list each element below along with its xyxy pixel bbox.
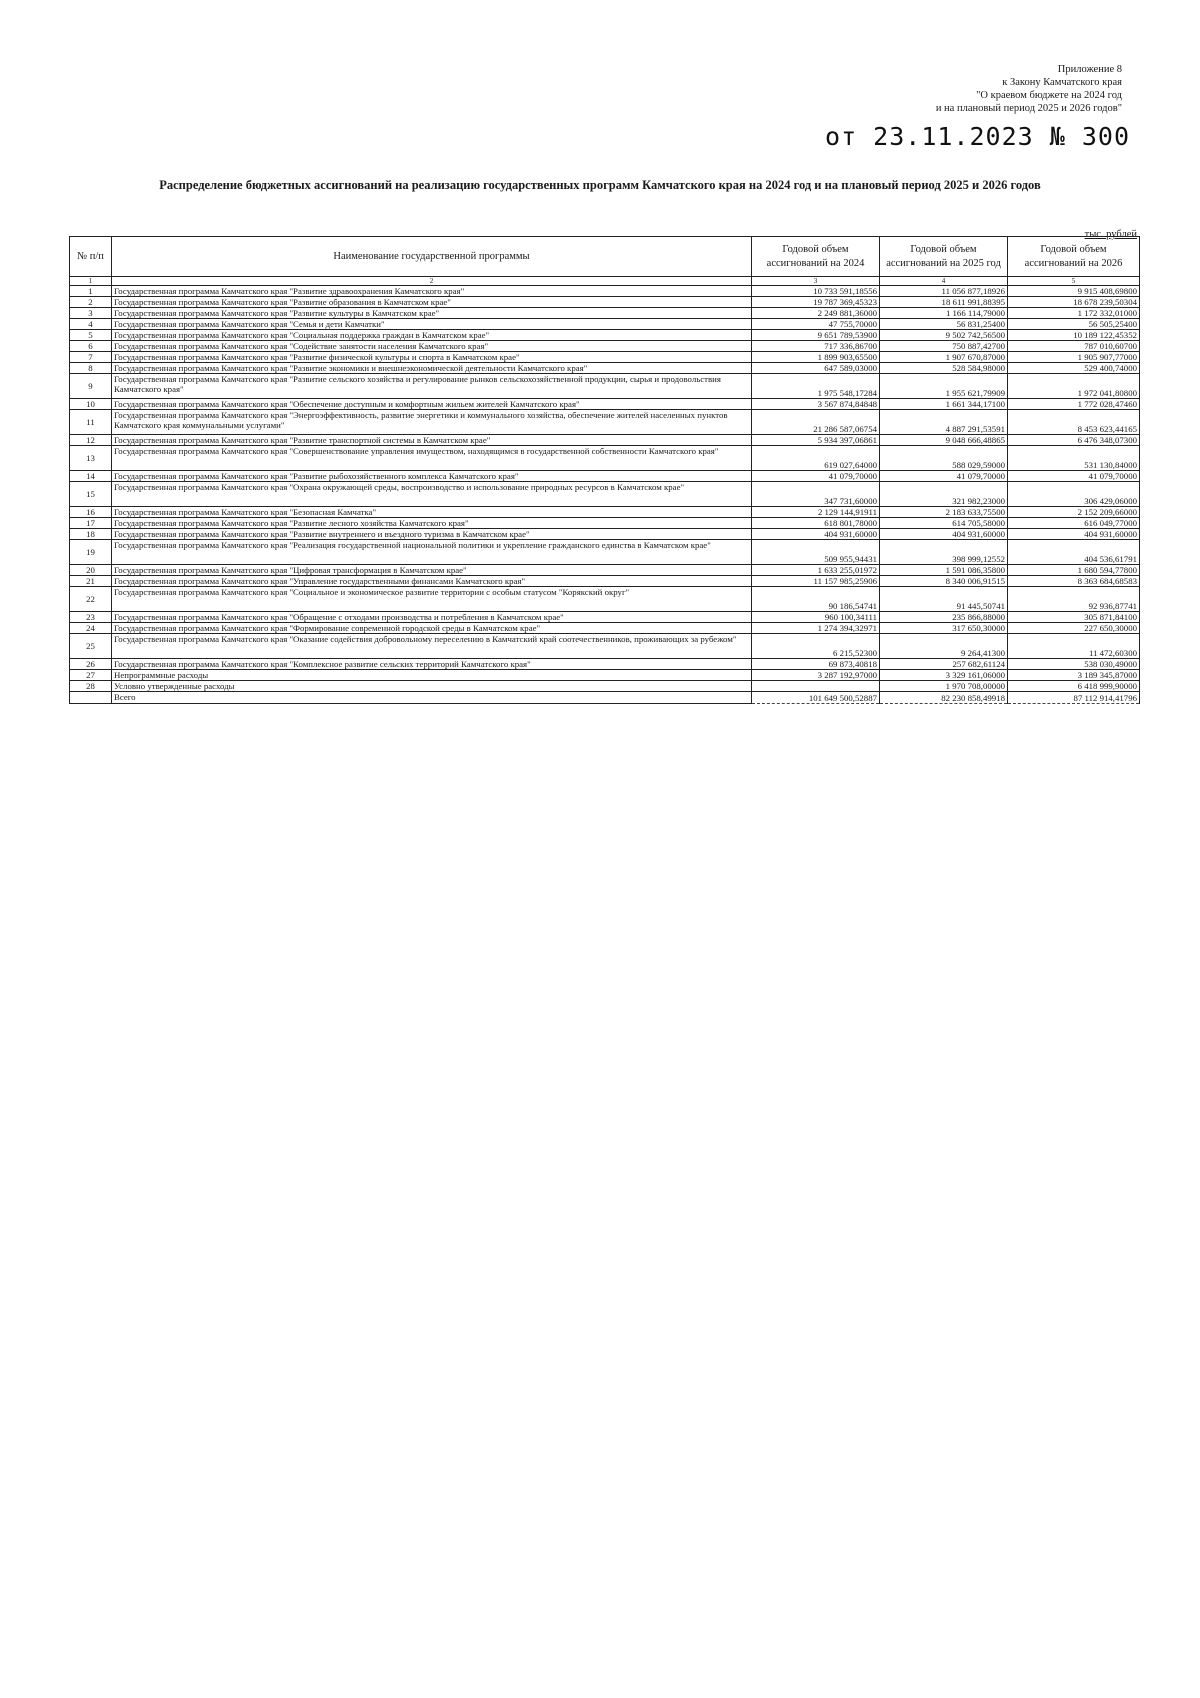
value-2025: 235 866,88000 bbox=[880, 612, 1008, 623]
value-2024: 618 801,78000 bbox=[752, 518, 880, 529]
value-2025: 9 502 742,56500 bbox=[880, 330, 1008, 341]
header-num: № п/п bbox=[70, 237, 112, 277]
value-2026: 787 010,60700 bbox=[1008, 341, 1140, 352]
row-number: 25 bbox=[70, 634, 112, 659]
value-2026: 1 905 907,77000 bbox=[1008, 352, 1140, 363]
total-2024: 101 649 500,52887 bbox=[752, 692, 880, 704]
date-number-stamp: от 23.11.2023 № 300 bbox=[825, 122, 1130, 151]
value-2024: 47 755,70000 bbox=[752, 319, 880, 330]
program-name: Государственная программа Камчатского края "Развитие экономики и внешнеэкономической деятельности Камчатского края" bbox=[112, 363, 752, 374]
table-row bbox=[70, 471, 1140, 482]
program-name: Государственная программа Камчатского края "Социальное и экономическое развитие территории с особым статусом "Корякский округ" bbox=[112, 587, 752, 612]
program-name: Государственная программа Камчатского края "Социальная поддержка граждан в Камчатском крае" bbox=[112, 330, 752, 341]
row-number: 21 bbox=[70, 576, 112, 587]
table-row bbox=[70, 319, 1140, 330]
row-number: 15 bbox=[70, 482, 112, 507]
value-2026: 56 505,25400 bbox=[1008, 319, 1140, 330]
program-name: Государственная программа Камчатского края "Безопасная Камчатка" bbox=[112, 507, 752, 518]
value-2026: 616 049,77000 bbox=[1008, 518, 1140, 529]
row-number: 28 bbox=[70, 681, 112, 692]
value-2025: 1 661 344,17100 bbox=[880, 399, 1008, 410]
row-number: 18 bbox=[70, 529, 112, 540]
row-number: 17 bbox=[70, 518, 112, 529]
units-label: тыс. рублей bbox=[1084, 229, 1137, 240]
value-2026: 404 931,60000 bbox=[1008, 529, 1140, 540]
value-2025: 750 887,42700 bbox=[880, 341, 1008, 352]
total-2026: 87 112 914,41796 bbox=[1008, 692, 1140, 704]
value-2026: 9 915 408,69800 bbox=[1008, 286, 1140, 297]
value-2024: 960 100,34111 bbox=[752, 612, 880, 623]
value-2024: 3 567 874,84848 bbox=[752, 399, 880, 410]
program-name: Государственная программа Камчатского края "Развитие внутреннего и въездного туризма в Камчатском крае" bbox=[112, 529, 752, 540]
program-name: Государственная программа Камчатского края "Охрана окружающей среды, воспроизводство и использование природных ресурсов в Камчатском крае" bbox=[112, 482, 752, 507]
program-name: Государственная программа Камчатского края "Оказание содействия добровольному переселению в Камчатский край соотечественников, проживающих за рубежом" bbox=[112, 634, 752, 659]
value-2024: 1 975 548,17284 bbox=[752, 374, 880, 399]
row-number: 8 bbox=[70, 363, 112, 374]
program-name: Государственная программа Камчатского края "Развитие лесного хозяйства Камчатского края" bbox=[112, 518, 752, 529]
value-2026: 41 079,70000 bbox=[1008, 471, 1140, 482]
value-2024: 2 249 881,36000 bbox=[752, 308, 880, 319]
value-2024: 3 287 192,97000 bbox=[752, 670, 880, 681]
column-index: 4 bbox=[880, 277, 1008, 286]
total-row bbox=[70, 692, 1140, 704]
program-name: Государственная программа Камчатского края "Цифровая трансформация в Камчатском крае" bbox=[112, 565, 752, 576]
value-2025: 614 705,58000 bbox=[880, 518, 1008, 529]
value-2026: 305 871,84100 bbox=[1008, 612, 1140, 623]
row-number: 14 bbox=[70, 471, 112, 482]
value-2024: 2 129 144,91911 bbox=[752, 507, 880, 518]
value-2024: 1 899 903,65500 bbox=[752, 352, 880, 363]
table-row bbox=[70, 341, 1140, 352]
table-row bbox=[70, 623, 1140, 634]
value-2025: 9 264,41300 bbox=[880, 634, 1008, 659]
annex-line: и на плановый период 2025 и 2026 годов" bbox=[935, 103, 1122, 114]
program-name: Государственная программа Камчатского края "Обращение с отходами производства и потребления в Камчатском крае" bbox=[112, 612, 752, 623]
appropriations-table bbox=[69, 236, 1140, 704]
value-2024: 5 934 397,06861 bbox=[752, 435, 880, 446]
value-2025: 3 329 161,06000 bbox=[880, 670, 1008, 681]
program-name: Государственная программа Камчатского края "Развитие сельского хозяйства и регулирование рынков сельскохозяйственной продукции, сырья и продовольствия Камчатского края" bbox=[112, 374, 752, 399]
program-name: Государственная программа Камчатского края "Комплексное развитие сельских территорий Камчатского края" bbox=[112, 659, 752, 670]
table-row bbox=[70, 410, 1140, 435]
table-row bbox=[70, 576, 1140, 587]
program-name: Условно утвержденные расходы bbox=[112, 681, 752, 692]
table-row bbox=[70, 435, 1140, 446]
program-name: Государственная программа Камчатского края "Развитие рыбохозяйственного комплекса Камчатского края" bbox=[112, 471, 752, 482]
value-2026: 531 130,84000 bbox=[1008, 446, 1140, 471]
value-2024: 11 157 985,25906 bbox=[752, 576, 880, 587]
program-name: Государственная программа Камчатского края "Развитие физической культуры и спорта в Камчатском крае" bbox=[112, 352, 752, 363]
row-number: 13 bbox=[70, 446, 112, 471]
annex-line: Приложение 8 bbox=[1057, 64, 1122, 75]
row-number: 1 bbox=[70, 286, 112, 297]
value-2026: 10 189 122,45352 bbox=[1008, 330, 1140, 341]
row-number: 24 bbox=[70, 623, 112, 634]
program-name: Государственная программа Камчатского края "Семья и дети Камчатки" bbox=[112, 319, 752, 330]
value-2026: 6 418 999,90000 bbox=[1008, 681, 1140, 692]
value-2025: 528 584,98000 bbox=[880, 363, 1008, 374]
value-2026: 227 650,30000 bbox=[1008, 623, 1140, 634]
total-label: Всего bbox=[112, 692, 752, 704]
document-title: Распределение бюджетных ассигнований на реализацию государственных программ Камчатского края на 2024 год и на плановый период 2025 и 2026 годов bbox=[159, 178, 1041, 192]
row-number: 2 bbox=[70, 297, 112, 308]
table-row bbox=[70, 297, 1140, 308]
value-2026: 1 772 028,47460 bbox=[1008, 399, 1140, 410]
value-2025: 1 907 670,87000 bbox=[880, 352, 1008, 363]
value-2026: 2 152 209,66000 bbox=[1008, 507, 1140, 518]
table-row bbox=[70, 670, 1140, 681]
value-2024: 404 931,60000 bbox=[752, 529, 880, 540]
row-number: 22 bbox=[70, 587, 112, 612]
value-2025: 398 999,12552 bbox=[880, 540, 1008, 565]
row-number: 26 bbox=[70, 659, 112, 670]
row-number: 5 bbox=[70, 330, 112, 341]
program-name: Государственная программа Камчатского края "Управление государственными финансами Камчатского края" bbox=[112, 576, 752, 587]
value-2026: 1 972 041,80800 bbox=[1008, 374, 1140, 399]
value-2025: 321 982,23000 bbox=[880, 482, 1008, 507]
table-body bbox=[70, 286, 1140, 692]
table-row bbox=[70, 374, 1140, 399]
program-name: Государственная программа Камчатского края "Развитие транспортной системы в Камчатском крае" bbox=[112, 435, 752, 446]
value-2026: 404 536,61791 bbox=[1008, 540, 1140, 565]
table-row bbox=[70, 659, 1140, 670]
value-2025: 1 955 621,79909 bbox=[880, 374, 1008, 399]
program-name: Государственная программа Камчатского края "Реализация государственной национальной политики и укрепление гражданского единства в Камчатском крае" bbox=[112, 540, 752, 565]
row-number: 19 bbox=[70, 540, 112, 565]
program-name: Государственная программа Камчатского края "Развитие культуры в Камчатском крае" bbox=[112, 308, 752, 319]
table-row bbox=[70, 681, 1140, 692]
value-2026: 92 936,87741 bbox=[1008, 587, 1140, 612]
value-2024: 21 286 587,06754 bbox=[752, 410, 880, 435]
annex-line: к Закону Камчатского края bbox=[1002, 77, 1122, 88]
row-number: 12 bbox=[70, 435, 112, 446]
row-number: 4 bbox=[70, 319, 112, 330]
table-row bbox=[70, 518, 1140, 529]
table-row bbox=[70, 482, 1140, 507]
row-number: 6 bbox=[70, 341, 112, 352]
value-2024: 69 873,40818 bbox=[752, 659, 880, 670]
value-2024: 509 955,94431 bbox=[752, 540, 880, 565]
program-name: Государственная программа Камчатского края "Совершенствование управления имуществом, находящимся в государственной собственности Камчатского края" bbox=[112, 446, 752, 471]
value-2024: 9 651 789,53900 bbox=[752, 330, 880, 341]
value-2026: 306 429,06000 bbox=[1008, 482, 1140, 507]
value-2026: 8 453 623,44165 bbox=[1008, 410, 1140, 435]
value-2024: 19 787 369,45323 bbox=[752, 297, 880, 308]
value-2026: 529 400,74000 bbox=[1008, 363, 1140, 374]
column-index: 2 bbox=[112, 277, 752, 286]
table-row bbox=[70, 399, 1140, 410]
table-row bbox=[70, 352, 1140, 363]
value-2024: 1 633 255,01972 bbox=[752, 565, 880, 576]
row-number: 7 bbox=[70, 352, 112, 363]
table-row bbox=[70, 507, 1140, 518]
value-2025: 4 887 291,53591 bbox=[880, 410, 1008, 435]
row-number: 11 bbox=[70, 410, 112, 435]
value-2024 bbox=[752, 681, 880, 692]
value-2024: 10 733 591,18556 bbox=[752, 286, 880, 297]
value-2025: 8 340 006,91515 bbox=[880, 576, 1008, 587]
annex-block bbox=[722, 63, 1122, 115]
value-2026: 3 189 345,87000 bbox=[1008, 670, 1140, 681]
program-name: Государственная программа Камчатского края "Содействие занятости населения Камчатского края" bbox=[112, 341, 752, 352]
value-2024: 619 027,64000 bbox=[752, 446, 880, 471]
value-2025: 18 611 991,88395 bbox=[880, 297, 1008, 308]
value-2024: 647 589,03000 bbox=[752, 363, 880, 374]
value-2026: 11 472,60300 bbox=[1008, 634, 1140, 659]
total-2025: 82 230 858,49918 bbox=[880, 692, 1008, 704]
row-number: 27 bbox=[70, 670, 112, 681]
table-row bbox=[70, 363, 1140, 374]
value-2025: 257 682,61124 bbox=[880, 659, 1008, 670]
program-name: Государственная программа Камчатского края "Развитие образования в Камчатском крае" bbox=[112, 297, 752, 308]
row-number: 10 bbox=[70, 399, 112, 410]
table-row bbox=[70, 634, 1140, 659]
table-row bbox=[70, 529, 1140, 540]
table-row bbox=[70, 308, 1140, 319]
row-number: 3 bbox=[70, 308, 112, 319]
header-2025: Годовой объем ассигнований на 2025 год bbox=[880, 237, 1008, 277]
table-row bbox=[70, 587, 1140, 612]
value-2025: 1 970 708,00000 bbox=[880, 681, 1008, 692]
row-number: 9 bbox=[70, 374, 112, 399]
program-name: Государственная программа Камчатского края "Энергоэффективность, развитие энергетики и коммунального хозяйства, обеспечение жителей населенных пунктов Камчатского края коммунальными услугами" bbox=[112, 410, 752, 435]
header-2026: Годовой объем ассигнований на 2026 bbox=[1008, 237, 1140, 277]
value-2024: 347 731,60000 bbox=[752, 482, 880, 507]
value-2025: 91 445,50741 bbox=[880, 587, 1008, 612]
value-2025: 404 931,60000 bbox=[880, 529, 1008, 540]
header-program-name: Наименование государственной программы bbox=[112, 237, 752, 277]
table-row bbox=[70, 540, 1140, 565]
value-2025: 9 048 666,48865 bbox=[880, 435, 1008, 446]
value-2025: 41 079,70000 bbox=[880, 471, 1008, 482]
column-index: 1 bbox=[70, 277, 112, 286]
value-2025: 317 650,30000 bbox=[880, 623, 1008, 634]
table-row bbox=[70, 286, 1140, 297]
column-index: 3 bbox=[752, 277, 880, 286]
row-number: 20 bbox=[70, 565, 112, 576]
value-2024: 1 274 394,32971 bbox=[752, 623, 880, 634]
row-number: 16 bbox=[70, 507, 112, 518]
value-2026: 1 680 594,77800 bbox=[1008, 565, 1140, 576]
value-2025: 1 166 114,79000 bbox=[880, 308, 1008, 319]
program-name: Государственная программа Камчатского края "Развитие здравоохранения Камчатского края" bbox=[112, 286, 752, 297]
table-row bbox=[70, 612, 1140, 623]
column-index: 5 bbox=[1008, 277, 1140, 286]
table-row bbox=[70, 446, 1140, 471]
value-2026: 1 172 332,01000 bbox=[1008, 308, 1140, 319]
value-2024: 717 336,86700 bbox=[752, 341, 880, 352]
value-2025: 588 029,59000 bbox=[880, 446, 1008, 471]
value-2025: 56 831,25400 bbox=[880, 319, 1008, 330]
program-name: Непрограммные расходы bbox=[112, 670, 752, 681]
program-name: Государственная программа Камчатского края "Обеспечение доступным и комфортным жильем жителей Камчатского края" bbox=[112, 399, 752, 410]
value-2024: 6 215,52300 bbox=[752, 634, 880, 659]
column-index-row bbox=[70, 277, 1140, 286]
table-row bbox=[70, 330, 1140, 341]
value-2025: 1 591 086,35800 bbox=[880, 565, 1008, 576]
table-row bbox=[70, 565, 1140, 576]
value-2026: 8 363 684,68583 bbox=[1008, 576, 1140, 587]
value-2026: 538 030,49000 bbox=[1008, 659, 1140, 670]
value-2026: 18 678 239,50304 bbox=[1008, 297, 1140, 308]
value-2026: 6 476 348,07300 bbox=[1008, 435, 1140, 446]
value-2025: 11 056 877,18926 bbox=[880, 286, 1008, 297]
header-2024: Годовой объем ассигнований на 2024 bbox=[752, 237, 880, 277]
value-2024: 90 186,54741 bbox=[752, 587, 880, 612]
annex-line: "О краевом бюджете на 2024 год bbox=[976, 90, 1122, 101]
value-2025: 2 183 633,75500 bbox=[880, 507, 1008, 518]
row-number: 23 bbox=[70, 612, 112, 623]
program-name: Государственная программа Камчатского края "Формирование современной городской среды в Камчатском крае" bbox=[112, 623, 752, 634]
value-2024: 41 079,70000 bbox=[752, 471, 880, 482]
